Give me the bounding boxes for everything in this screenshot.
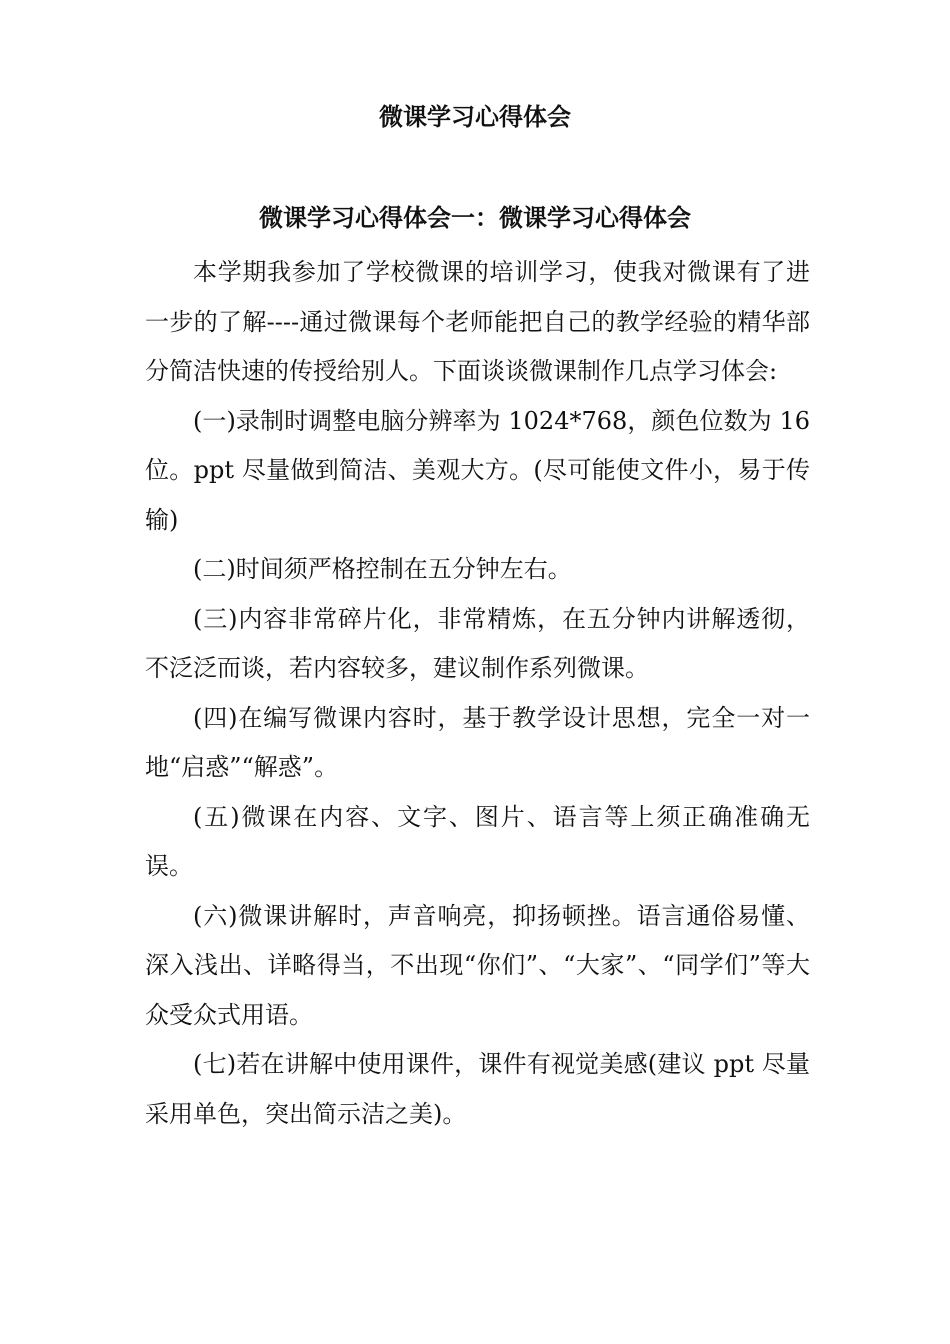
paragraph-intro: 本学期我参加了学校微课的培训学习，使我对微课有了进一步的了解----通过微课每个老师能把自己的教学经验的精华部分简洁快速的传授给别人。下面谈谈微课制作几点学习体会: — [145, 258, 810, 385]
paragraph-point-7: (七)若在讲解中使用课件，课件有视觉美感(建议 ppt 尽量采用单色，突出简示洁之美)。 — [145, 1050, 810, 1128]
document-title: 微课学习心得体会 — [379, 102, 571, 131]
paragraph-point-3: (三)内容非常碎片化，非常精炼，在五分钟内讲解透彻，不泛泛而谈，若内容较多，建议制作系列微课。 — [145, 604, 810, 682]
paragraph-point-5: (五)微课在内容、文字、图片、语言等上须正确准确无误。 — [145, 802, 810, 880]
paragraph-point-4: (四)在编写微课内容时，基于教学设计思想，完全一对一地“启惑”“解惑”。 — [145, 703, 810, 781]
section-title: 微课学习心得体会一：微课学习心得体会 — [259, 203, 691, 232]
paragraph-point-2: (二)时间须严格控制在五分钟左右。 — [193, 555, 572, 583]
paragraph-point-6: (六)微课讲解时，声音响亮，抑扬顿挫。语言通俗易懂、深入浅出、详略得当，不出现“你们”、“大家”、“同学们”等大众受众式用语。 — [145, 901, 810, 1029]
document-body — [145, 248, 810, 1139]
paragraph-point-1: (一)录制时调整电脑分辨率为 1024*768，颜色位数为 16 位。ppt 尽量做到简洁、美观大方。(尽可能使文件小，易于传输) — [145, 406, 810, 534]
